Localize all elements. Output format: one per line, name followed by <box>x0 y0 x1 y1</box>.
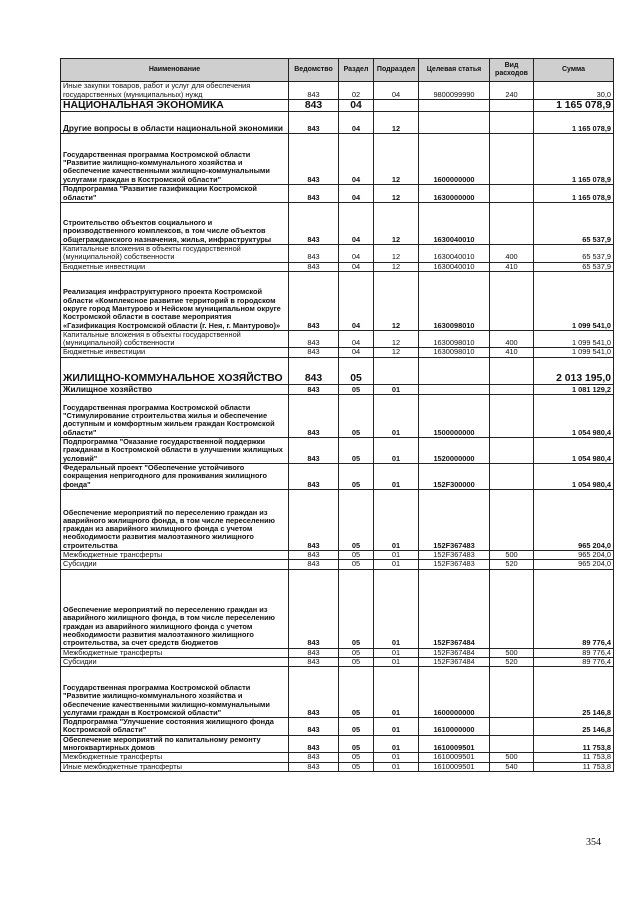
cell-razdel: 05 <box>339 560 374 569</box>
cell-vedomstvo: 843 <box>289 82 339 100</box>
cell-podrazdel: 12 <box>374 203 419 245</box>
cell-summa: 11 753,8 <box>534 753 614 762</box>
cell-razdel: 05 <box>339 648 374 657</box>
cell-podrazdel: 12 <box>374 271 419 330</box>
cell-podrazdel: 01 <box>374 657 419 666</box>
cell-name: Межбюджетные трансферты <box>61 550 289 559</box>
cell-tselevaya: 1610009501 <box>419 735 490 753</box>
cell-razdel: 05 <box>339 357 374 384</box>
cell-vedomstvo: 843 <box>289 134 339 185</box>
cell-razdel: 05 <box>339 384 374 394</box>
table-row <box>61 667 614 718</box>
cell-name: Государственная программа Костромской области "Стимулирование строительства жилья и обеспечение доступным и комфортным жильем граждан Костромской области" <box>61 394 289 437</box>
cell-tselevaya <box>419 112 490 134</box>
cell-vedomstvo: 843 <box>289 245 339 263</box>
table-row <box>61 394 614 437</box>
cell-tselevaya: 1600000000 <box>419 134 490 185</box>
table-row <box>61 100 614 112</box>
cell-tselevaya <box>419 384 490 394</box>
cell-summa: 89 776,4 <box>534 648 614 657</box>
cell-podrazdel: 12 <box>374 134 419 185</box>
cell-summa: 1 165 078,9 <box>534 100 614 112</box>
cell-razdel: 05 <box>339 667 374 718</box>
cell-name: Реализация инфраструктурного проекта Костромской области «Комплексное развитие территорий в городском округе город Мантурово и Нейском муниципальном округе Костромской области в составе мероприятия «Газификация Костромской области (г. Нея, г. Мантурово)» <box>61 271 289 330</box>
cell-razdel: 05 <box>339 489 374 550</box>
cell-summa: 25 146,8 <box>534 718 614 736</box>
cell-name: Межбюджетные трансферты <box>61 753 289 762</box>
cell-vid: 500 <box>490 648 534 657</box>
cell-name: Межбюджетные трансферты <box>61 648 289 657</box>
cell-razdel: 05 <box>339 735 374 753</box>
cell-razdel: 05 <box>339 753 374 762</box>
cell-summa: 1 165 078,9 <box>534 185 614 203</box>
cell-summa: 1 099 541,0 <box>534 348 614 357</box>
cell-vid <box>490 384 534 394</box>
table-row <box>61 753 614 762</box>
cell-razdel: 05 <box>339 394 374 437</box>
cell-summa: 30,0 <box>534 82 614 100</box>
cell-summa: 89 776,4 <box>534 569 614 648</box>
cell-name: Государственная программа Костромской области "Развитие жилищно-коммунального хозяйства и обеспечение качественными жилищно-коммунальными услугами граждан в Костромской области" <box>61 134 289 185</box>
cell-vid <box>490 667 534 718</box>
cell-vedomstvo: 843 <box>289 357 339 384</box>
cell-tselevaya: 152F300000 <box>419 463 490 489</box>
cell-podrazdel: 01 <box>374 718 419 736</box>
cell-razdel: 05 <box>339 437 374 463</box>
table-row <box>61 735 614 753</box>
cell-razdel: 04 <box>339 348 374 357</box>
table-row <box>61 560 614 569</box>
cell-summa: 1 081 129,2 <box>534 384 614 394</box>
cell-tselevaya: 152F367484 <box>419 569 490 648</box>
cell-tselevaya: 1610009501 <box>419 753 490 762</box>
table-row <box>61 82 614 100</box>
cell-name: Обеспечение мероприятий по капитальному ремонту многоквартирных домов <box>61 735 289 753</box>
cell-vedomstvo: 843 <box>289 262 339 271</box>
cell-name: Обеспечение мероприятий по переселению граждан из аварийного жилищного фонда, в том числе переселению граждан из аварийного жилищного фонда с учетом необходимости развития малоэтажного жилищного строительства <box>61 489 289 550</box>
cell-vid: 500 <box>490 753 534 762</box>
cell-name: Субсидии <box>61 560 289 569</box>
cell-summa: 1 099 541,0 <box>534 271 614 330</box>
cell-podrazdel <box>374 357 419 384</box>
table-row <box>61 762 614 771</box>
cell-summa: 1 099 541,0 <box>534 330 614 348</box>
cell-razdel: 04 <box>339 134 374 185</box>
cell-vid: 540 <box>490 762 534 771</box>
cell-podrazdel: 01 <box>374 550 419 559</box>
cell-name: Капитальные вложения в объекты государственной (муниципальной) собственности <box>61 245 289 263</box>
cell-podrazdel: 12 <box>374 330 419 348</box>
cell-name: Подпрограмма "Развитие газификации Костромской области" <box>61 185 289 203</box>
cell-name: НАЦИОНАЛЬНАЯ ЭКОНОМИКА <box>61 100 289 112</box>
cell-summa: 65 537,9 <box>534 262 614 271</box>
cell-podrazdel: 04 <box>374 82 419 100</box>
cell-tselevaya: 1600000000 <box>419 667 490 718</box>
cell-vedomstvo: 843 <box>289 560 339 569</box>
cell-tselevaya: 1630040010 <box>419 245 490 263</box>
cell-tselevaya: 152F367483 <box>419 489 490 550</box>
cell-tselevaya: 1610009501 <box>419 762 490 771</box>
cell-razdel: 04 <box>339 271 374 330</box>
cell-summa: 65 537,9 <box>534 245 614 263</box>
cell-podrazdel: 12 <box>374 112 419 134</box>
cell-summa: 1 165 078,9 <box>534 112 614 134</box>
cell-vedomstvo: 843 <box>289 762 339 771</box>
cell-razdel: 04 <box>339 112 374 134</box>
cell-vid: 410 <box>490 262 534 271</box>
cell-vid <box>490 437 534 463</box>
cell-name: Субсидии <box>61 657 289 666</box>
header-razdel: Раздел <box>339 59 374 82</box>
table-row <box>61 112 614 134</box>
cell-tselevaya: 1630040010 <box>419 262 490 271</box>
cell-razdel: 02 <box>339 82 374 100</box>
cell-razdel: 05 <box>339 550 374 559</box>
cell-vedomstvo: 843 <box>289 569 339 648</box>
cell-summa: 1 165 078,9 <box>534 134 614 185</box>
cell-name: Обеспечение мероприятий по переселению граждан из аварийного жилищного фонда, в том числе переселению граждан из аварийного жилищного фонда с учетом необходимости развития малоэтажного жилищного строительства, за счет средств бюджетов <box>61 569 289 648</box>
table-row <box>61 718 614 736</box>
cell-summa: 1 054 980,4 <box>534 463 614 489</box>
cell-vedomstvo: 843 <box>289 735 339 753</box>
cell-vedomstvo: 843 <box>289 550 339 559</box>
cell-vid <box>490 112 534 134</box>
cell-podrazdel: 12 <box>374 262 419 271</box>
cell-vid <box>490 394 534 437</box>
cell-vid <box>490 489 534 550</box>
cell-razdel: 05 <box>339 657 374 666</box>
cell-vid: 400 <box>490 330 534 348</box>
cell-name: Подпрограмма "Оказание государственной поддержки гражданам в Костромской области в улучшении жилищных условий" <box>61 437 289 463</box>
cell-vid: 500 <box>490 550 534 559</box>
cell-podrazdel: 01 <box>374 394 419 437</box>
cell-vedomstvo: 843 <box>289 657 339 666</box>
table-row <box>61 463 614 489</box>
cell-vid <box>490 463 534 489</box>
cell-summa: 11 753,8 <box>534 762 614 771</box>
table-row <box>61 384 614 394</box>
cell-vid: 520 <box>490 657 534 666</box>
cell-tselevaya: 9800099990 <box>419 82 490 100</box>
cell-tselevaya: 1630098010 <box>419 348 490 357</box>
cell-razdel: 05 <box>339 569 374 648</box>
cell-razdel: 04 <box>339 262 374 271</box>
cell-name: Капитальные вложения в объекты государственной (муниципальной) собственности <box>61 330 289 348</box>
cell-name: Федеральный проект "Обеспечение устойчивого сокращения непригодного для проживания жилищного фонда" <box>61 463 289 489</box>
cell-vid <box>490 735 534 753</box>
table-row <box>61 185 614 203</box>
cell-name: Строительство объектов социального и производственного комплексов, в том числе объектов общегражданского назначения, жилья, инфраструктуры <box>61 203 289 245</box>
cell-summa: 25 146,8 <box>534 667 614 718</box>
cell-razdel: 04 <box>339 185 374 203</box>
cell-tselevaya: 1630098010 <box>419 271 490 330</box>
table-row <box>61 437 614 463</box>
cell-name: Подпрограмма "Улучшение состояния жилищного фонда Костромской области" <box>61 718 289 736</box>
header-vedomstvo: Ведомство <box>289 59 339 82</box>
cell-vid <box>490 134 534 185</box>
cell-razdel: 04 <box>339 330 374 348</box>
cell-podrazdel <box>374 100 419 112</box>
cell-vid <box>490 271 534 330</box>
cell-summa: 965 204,0 <box>534 489 614 550</box>
table-row <box>61 657 614 666</box>
cell-tselevaya <box>419 357 490 384</box>
cell-vedomstvo: 843 <box>289 489 339 550</box>
cell-vedomstvo: 843 <box>289 112 339 134</box>
cell-vid: 520 <box>490 560 534 569</box>
header-podrazdel: Подраздел <box>374 59 419 82</box>
cell-vid: 400 <box>490 245 534 263</box>
cell-podrazdel: 01 <box>374 667 419 718</box>
header-row <box>61 59 614 82</box>
table-row <box>61 245 614 263</box>
header-tselevaya: Целевая статья <box>419 59 490 82</box>
cell-name: Государственная программа Костромской области "Развитие жилищно-коммунального хозяйства и обеспечение качественными жилищно-коммунальными услугами граждан в Костромской области" <box>61 667 289 718</box>
cell-razdel: 04 <box>339 203 374 245</box>
cell-name: Другие вопросы в области национальной экономики <box>61 112 289 134</box>
cell-podrazdel: 01 <box>374 753 419 762</box>
page-number: 354 <box>586 837 601 848</box>
cell-summa: 1 054 980,4 <box>534 437 614 463</box>
cell-razdel: 05 <box>339 463 374 489</box>
cell-name: Жилищное хозяйство <box>61 384 289 394</box>
cell-vid <box>490 357 534 384</box>
cell-vid: 240 <box>490 82 534 100</box>
cell-summa: 11 753,8 <box>534 735 614 753</box>
table-row <box>61 271 614 330</box>
cell-vid <box>490 185 534 203</box>
cell-vedomstvo: 843 <box>289 394 339 437</box>
cell-podrazdel: 01 <box>374 735 419 753</box>
header-summa: Сумма <box>534 59 614 82</box>
cell-podrazdel: 01 <box>374 489 419 550</box>
cell-razdel: 05 <box>339 718 374 736</box>
cell-tselevaya: 1520000000 <box>419 437 490 463</box>
table-row <box>61 648 614 657</box>
cell-vedomstvo: 843 <box>289 437 339 463</box>
table-row <box>61 134 614 185</box>
cell-razdel: 04 <box>339 245 374 263</box>
cell-podrazdel: 01 <box>374 762 419 771</box>
cell-tselevaya: 152F367483 <box>419 560 490 569</box>
cell-podrazdel: 01 <box>374 648 419 657</box>
cell-name: Иные межбюджетные трансферты <box>61 762 289 771</box>
cell-summa: 2 013 195,0 <box>534 357 614 384</box>
cell-podrazdel: 12 <box>374 245 419 263</box>
cell-vid <box>490 100 534 112</box>
table-row <box>61 489 614 550</box>
cell-razdel: 05 <box>339 762 374 771</box>
header-vid: Вид расходов <box>490 59 534 82</box>
cell-vedomstvo: 843 <box>289 100 339 112</box>
cell-podrazdel: 01 <box>374 463 419 489</box>
header-name: Наименование <box>61 59 289 82</box>
table-row <box>61 569 614 648</box>
cell-vedomstvo: 843 <box>289 753 339 762</box>
table-row <box>61 357 614 384</box>
cell-summa: 1 054 980,4 <box>534 394 614 437</box>
cell-podrazdel: 01 <box>374 437 419 463</box>
cell-vedomstvo: 843 <box>289 648 339 657</box>
budget-table <box>60 58 614 772</box>
table-row <box>61 348 614 357</box>
cell-tselevaya: 1630098010 <box>419 330 490 348</box>
cell-tselevaya: 152F367484 <box>419 648 490 657</box>
cell-tselevaya: 1630040010 <box>419 203 490 245</box>
cell-podrazdel: 01 <box>374 384 419 394</box>
cell-vedomstvo: 843 <box>289 203 339 245</box>
cell-tselevaya <box>419 100 490 112</box>
cell-vedomstvo: 843 <box>289 384 339 394</box>
cell-name: Бюджетные инвестиции <box>61 262 289 271</box>
cell-vid <box>490 569 534 648</box>
cell-vedomstvo: 843 <box>289 330 339 348</box>
table-row <box>61 550 614 559</box>
cell-vedomstvo: 843 <box>289 271 339 330</box>
cell-summa: 65 537,9 <box>534 203 614 245</box>
cell-podrazdel: 12 <box>374 348 419 357</box>
cell-vedomstvo: 843 <box>289 463 339 489</box>
cell-razdel: 04 <box>339 100 374 112</box>
cell-podrazdel: 01 <box>374 569 419 648</box>
cell-podrazdel: 12 <box>374 185 419 203</box>
cell-summa: 89 776,4 <box>534 657 614 666</box>
cell-vedomstvo: 843 <box>289 348 339 357</box>
cell-vid: 410 <box>490 348 534 357</box>
cell-name: ЖИЛИЩНО-КОММУНАЛЬНОЕ ХОЗЯЙСТВО <box>61 357 289 384</box>
table-row <box>61 262 614 271</box>
table-row <box>61 330 614 348</box>
cell-tselevaya: 1630000000 <box>419 185 490 203</box>
cell-tselevaya: 152F367484 <box>419 657 490 666</box>
cell-tselevaya: 152F367483 <box>419 550 490 559</box>
cell-summa: 965 204,0 <box>534 550 614 559</box>
cell-name: Иные закупки товаров, работ и услуг для обеспечения государственных (муниципальных) нужд <box>61 82 289 100</box>
cell-vid <box>490 718 534 736</box>
cell-podrazdel: 01 <box>374 560 419 569</box>
cell-vedomstvo: 843 <box>289 185 339 203</box>
cell-tselevaya: 1610000000 <box>419 718 490 736</box>
cell-vedomstvo: 843 <box>289 718 339 736</box>
table-row <box>61 203 614 245</box>
cell-tselevaya: 1500000000 <box>419 394 490 437</box>
cell-vedomstvo: 843 <box>289 667 339 718</box>
cell-vid <box>490 203 534 245</box>
cell-name: Бюджетные инвестиции <box>61 348 289 357</box>
cell-summa: 965 204,0 <box>534 560 614 569</box>
